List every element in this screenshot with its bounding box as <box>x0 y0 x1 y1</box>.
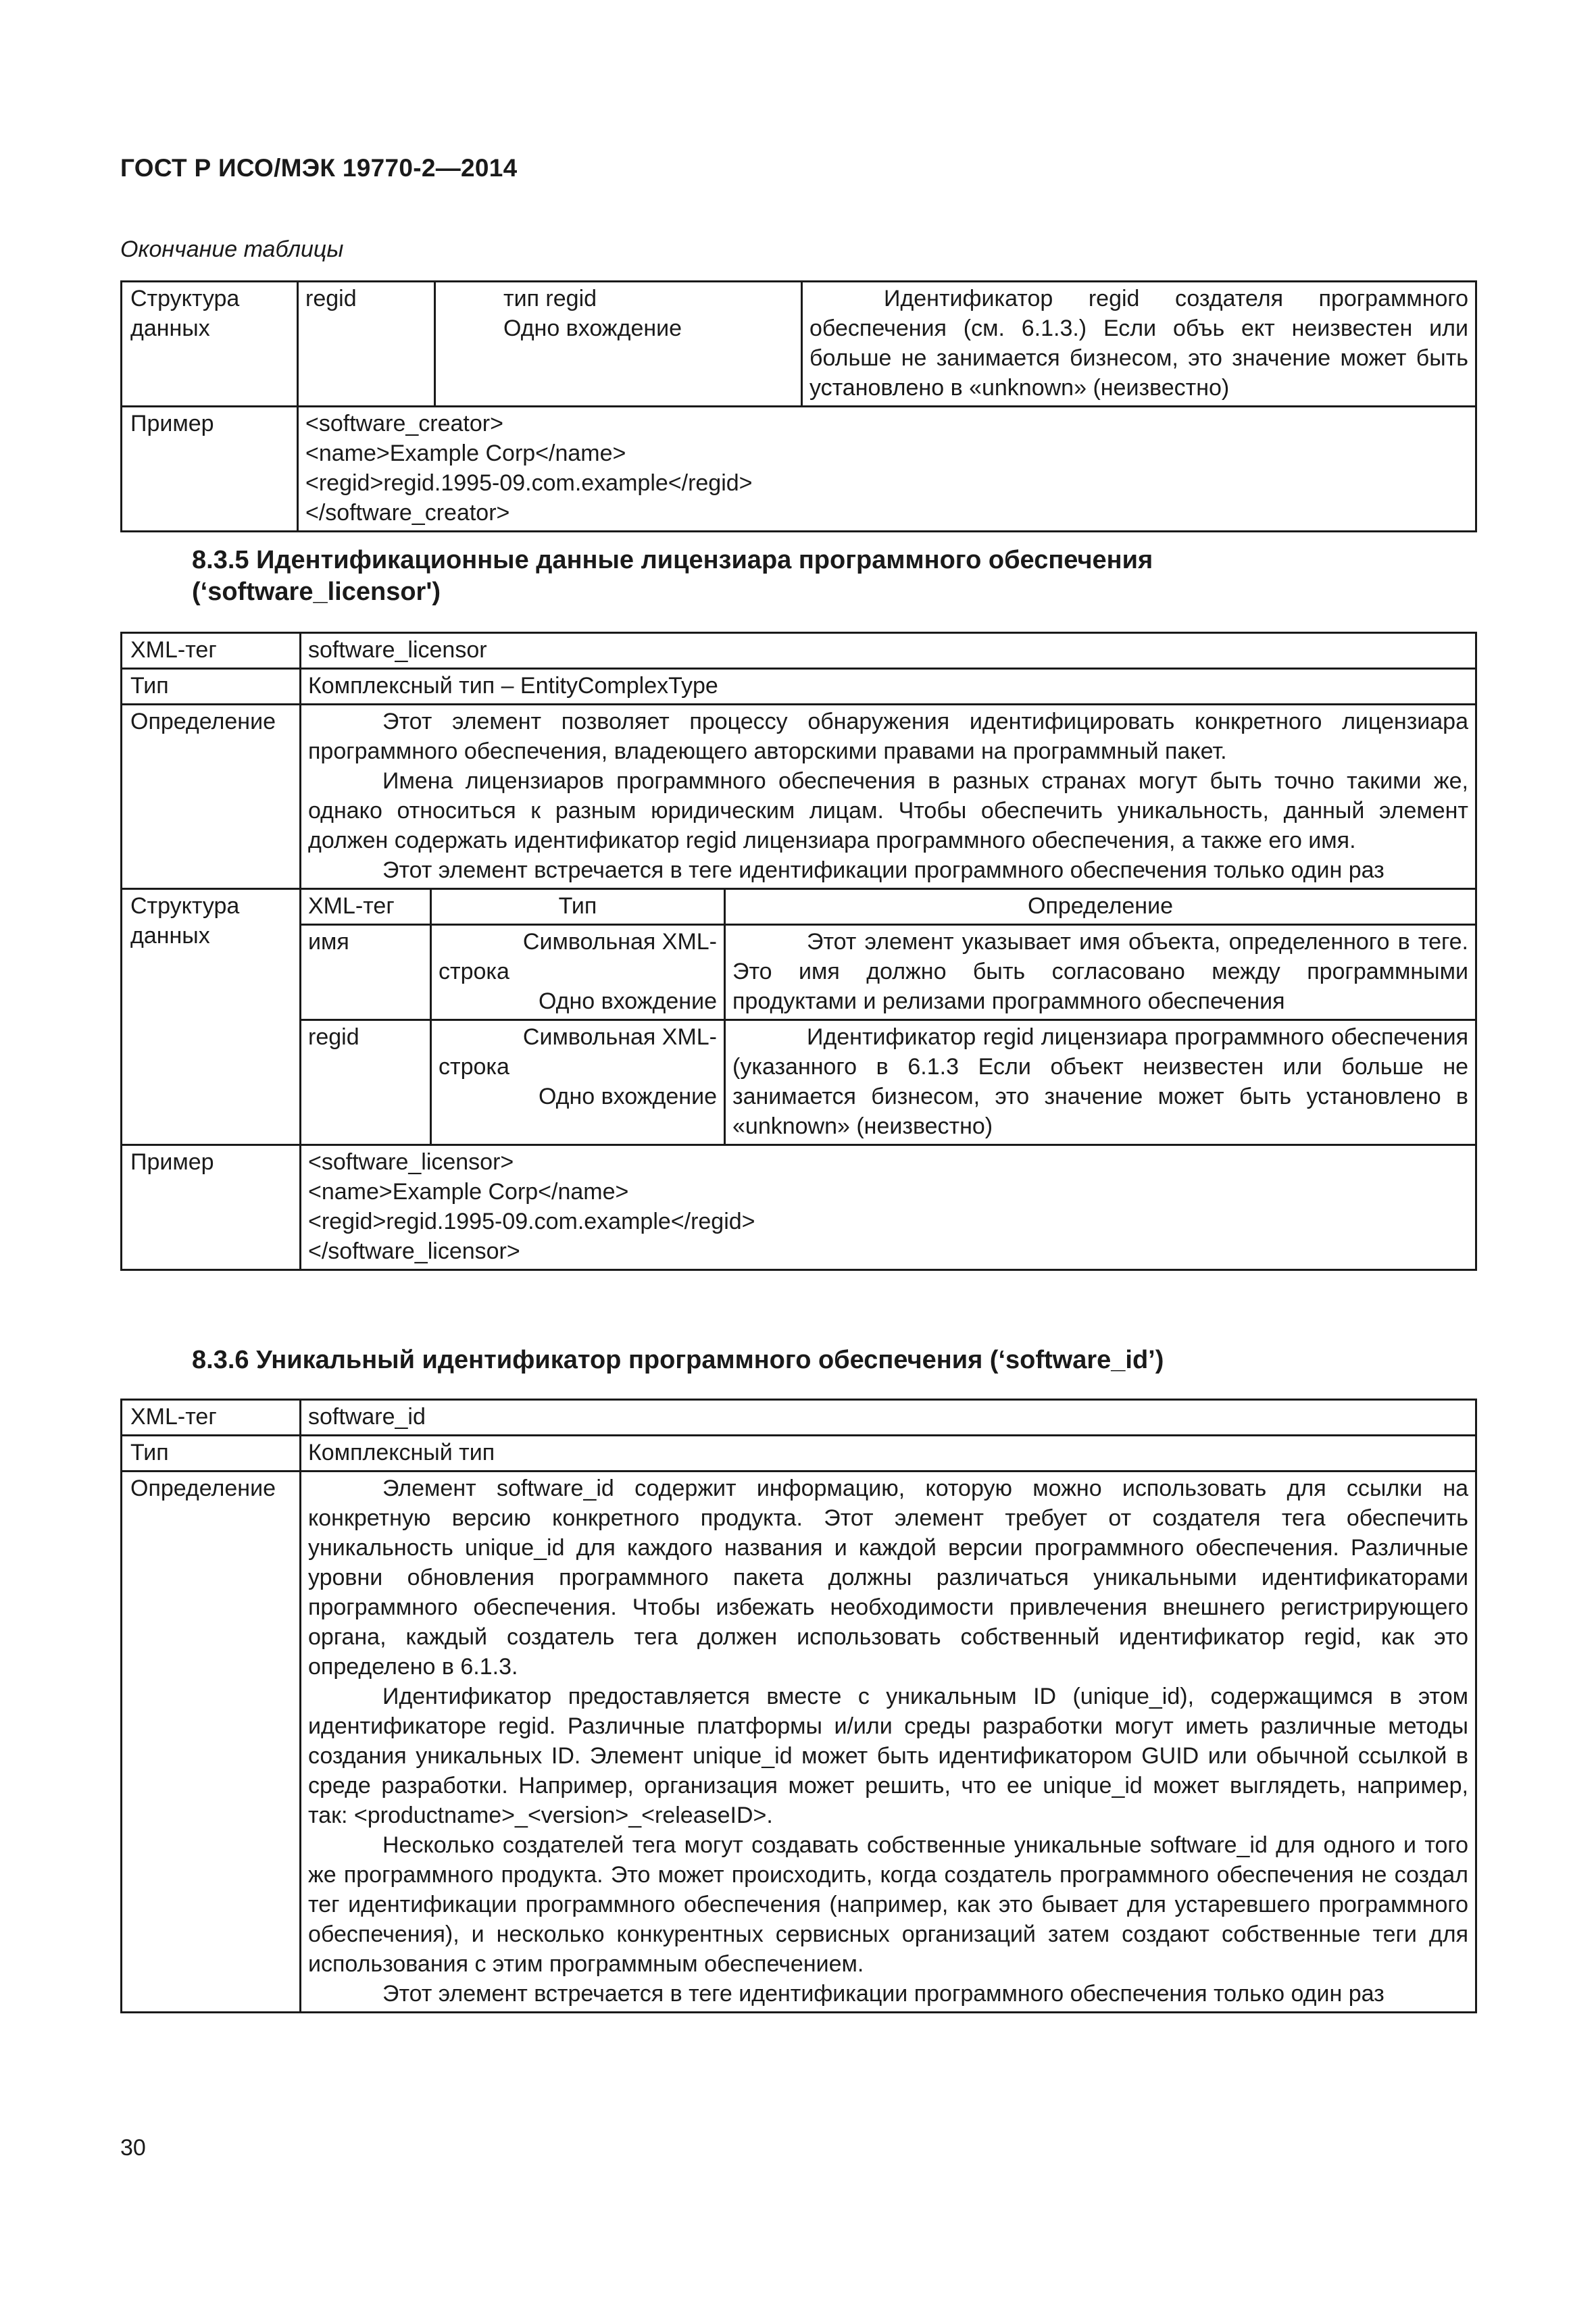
table-row <box>122 282 1476 407</box>
type-line: Символьная XML- <box>522 1024 717 1050</box>
table-row <box>301 925 1475 1020</box>
column-header: Определение <box>725 890 1476 925</box>
value-cell: software_id <box>301 1400 1476 1436</box>
table-row <box>122 633 1476 669</box>
column-header: XML-тег <box>301 890 431 925</box>
type-line: строка <box>439 959 509 984</box>
table-software-licensor <box>120 632 1477 1271</box>
table-row <box>122 669 1476 705</box>
table-software-creator <box>120 280 1477 532</box>
example-cell <box>298 407 1476 532</box>
type-cell <box>431 1020 725 1145</box>
tag-cell: regid <box>298 282 435 407</box>
row-label: Тип <box>122 1436 301 1472</box>
row-label <box>122 282 298 407</box>
code-line: </software_creator> <box>305 500 510 526</box>
value-cell: Комплексный тип <box>301 1436 1476 1472</box>
definition-paragraph: Элемент software_id содержит информацию, которую можно использовать для ссылки на конкретную версию конкретного продукта. Этот элемент требует от создателя тега обеспечить уникальность unique_id для каждого названия и каждой версии программного обеспечения. Различные уровни обновления программного пакета должны различаться уникальными идентификаторами программного обеспечения. Чтобы избежать необходимости привлечения внешнего регистрирующего органа, каждый создатель тега должен использовать собственный идентификатор regid, как это определено в 6.1.3. <box>308 1476 1468 1680</box>
row-label: XML-тег <box>122 1400 301 1436</box>
table-row <box>122 1472 1476 2013</box>
table-software-id <box>120 1399 1477 2013</box>
type-line: Одно вхождение <box>538 988 717 1014</box>
row-label: Пример <box>122 1145 301 1270</box>
section-heading-8-3-6 <box>192 1344 1164 1376</box>
definition-cell <box>301 705 1476 889</box>
row-label: Определение <box>122 705 301 889</box>
table-row <box>122 889 1476 1145</box>
definition-paragraph: Этот элемент позволяет процессу обнаружения идентифицировать конкретного лицензиара программного обеспечения, владеющего авторскими правами на программный пакет. <box>308 709 1468 764</box>
table-row <box>122 407 1476 532</box>
tag-cell: regid <box>301 1020 431 1145</box>
value-cell: Комплексный тип – EntityComplexType <box>301 669 1476 705</box>
definition-paragraph: Имена лицензиаров программного обеспечения в разных странах могут быть точно такими же, однако относиться к разным юридическим лицам. Чтобы обеспечить уникальность, данный элемент должен содержать идентификатор regid лицензиара программного обеспечения, а также его имя. <box>308 768 1468 853</box>
type-cell <box>435 282 802 407</box>
code-line: <name>Example Corp</name> <box>308 1179 629 1205</box>
table-row <box>122 1436 1476 1472</box>
nested-structure-table <box>301 890 1475 1144</box>
row-label: Пример <box>122 407 298 532</box>
label-line: данных <box>130 923 210 949</box>
code-line: </software_licensor> <box>308 1238 520 1264</box>
table-row <box>122 1145 1476 1270</box>
code-line: <software_licensor> <box>308 1149 514 1175</box>
row-label: Определение <box>122 1472 301 2013</box>
code-line: <regid>regid.1995-09.com.example</regid> <box>305 470 753 496</box>
definition-cell <box>301 1472 1476 2013</box>
type-line: Символьная XML- <box>522 929 717 955</box>
definition-paragraph: Этот элемент встречается в теге идентификации программного обеспечения только один раз <box>382 1981 1385 2007</box>
code-line: <regid>regid.1995-09.com.example</regid> <box>308 1209 755 1234</box>
type-line: Одно вхождение <box>503 316 682 341</box>
row-label: XML-тег <box>122 633 301 669</box>
tag-cell: имя <box>301 925 431 1020</box>
example-cell <box>301 1145 1476 1270</box>
row-label: Тип <box>122 669 301 705</box>
definition-cell: Этот элемент указывает имя объекта, определенного в теге. Это имя должно быть согласовано между программными продуктами и релизами программного обеспечения <box>725 925 1476 1020</box>
heading-line: (‘software_licensor') <box>192 578 441 606</box>
code-line: <software_creator> <box>305 411 503 436</box>
page-number: 30 <box>120 2135 146 2161</box>
column-header: Тип <box>431 890 725 925</box>
table-header-row <box>301 890 1475 925</box>
type-line: строка <box>439 1054 509 1080</box>
type-cell <box>431 925 725 1020</box>
table-row <box>122 705 1476 889</box>
definition-cell: Идентификатор regid создателя программного обеспечения (см. 6.1.3.) Если объь ект неизвестен или больше не занимается бизнесом, это значение может быть установлено в «unknown» (неизвестно) <box>802 282 1476 407</box>
label-line: Структура <box>130 893 240 919</box>
section-heading-8-3-5 <box>192 545 1153 608</box>
heading-line: 8.3.5 Идентификационные данные лицензиара программного обеспечения <box>192 546 1153 574</box>
type-line: Одно вхождение <box>538 1084 717 1109</box>
document-header: ГОСТ Р ИСО/МЭК 19770-2—2014 <box>120 154 518 182</box>
code-line: <name>Example Corp</name> <box>305 441 626 466</box>
heading-line: 8.3.6 Уникальный идентификатор программного обеспечения (‘software_id’) <box>192 1346 1164 1374</box>
definition-paragraph: Идентификатор предоставляется вместе с уникальным ID (unique_id), содержащимся в этом идентификаторе regid. Различные платформы и/или среды разработки могут иметь различные методы создания уникальных ID. Элемент unique_id может быть идентификатором GUID или обычной ссылкой в среде разработки. Например, организация может решить, что ее unique_id может выглядеть, например, так: <productname>_<version>_<releaseID>. <box>308 1684 1468 1828</box>
table-caption: Окончание таблицы <box>120 236 344 262</box>
row-label <box>122 889 301 1145</box>
definition-cell: Идентификатор regid лицензиара программного обеспечения (указанного в 6.1.3 Если объект неизвестен или больше не занимается бизнесом, это значение может быть установлено в «unknown» (неизвестно) <box>725 1020 1476 1145</box>
label-line: данных <box>130 316 210 341</box>
value-cell: software_licensor <box>301 633 1476 669</box>
table-row <box>301 1020 1475 1145</box>
label-line: Структура <box>130 286 240 311</box>
type-line: тип regid <box>503 286 597 311</box>
table-row <box>122 1400 1476 1436</box>
nested-table-cell <box>301 889 1476 1145</box>
definition-paragraph: Этот элемент встречается в теге идентификации программного обеспечения только один раз <box>382 857 1385 883</box>
definition-paragraph: Несколько создателей тега могут создавать собственные уникальные software_id для одного и того же программного продукта. Это может происходить, когда создатель программного обеспечения не создал тег идентификации программного обеспечения (например, как это бывает для устаревшего программного обеспечения), и несколько конкурентных сервисных организаций затем создают собственные теги для использования с этим программным обеспечением. <box>308 1832 1468 1977</box>
